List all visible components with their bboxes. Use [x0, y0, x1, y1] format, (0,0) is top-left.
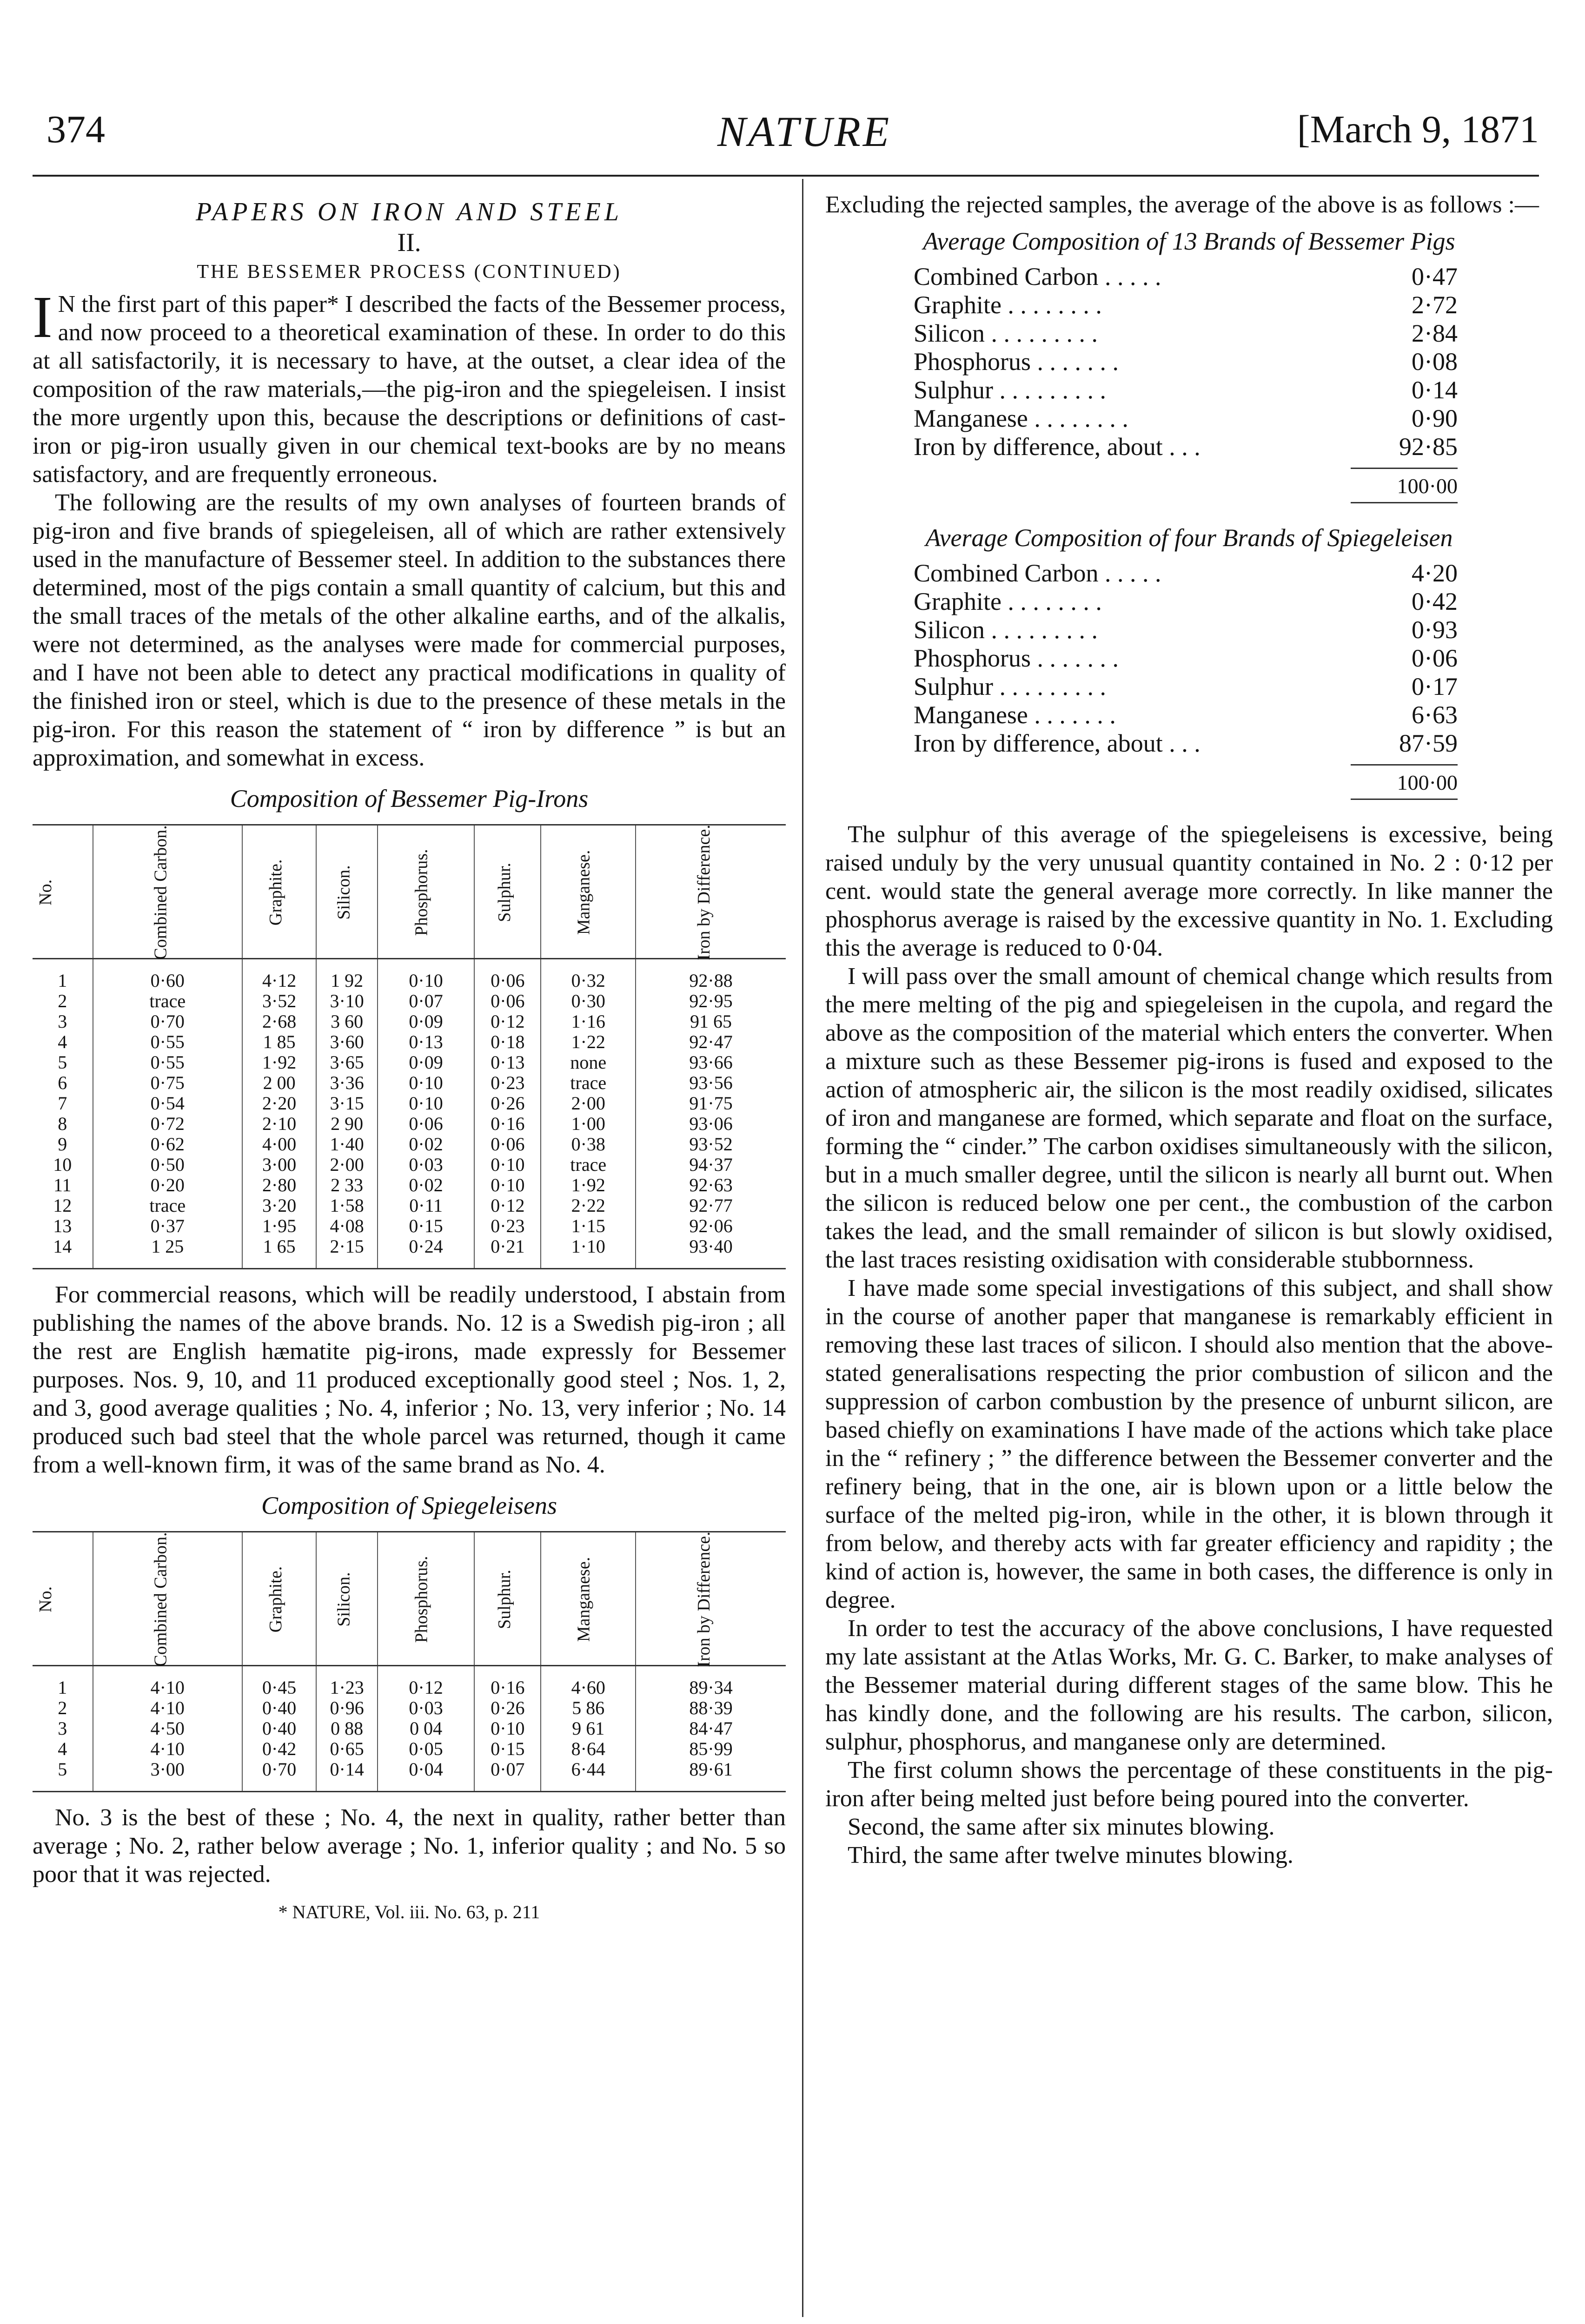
- table-cell: 0·13: [378, 1032, 474, 1052]
- avg-spiegel-table: [914, 559, 1458, 800]
- avg-label: Sulphur . . . . . . . . .: [914, 376, 1107, 404]
- avg-row: [914, 616, 1458, 644]
- table-cell: 0·12: [378, 1666, 474, 1698]
- table-cell: 4·00: [242, 1134, 316, 1155]
- table-cell: 0·32: [541, 959, 636, 991]
- table-cell: 5 86: [541, 1698, 636, 1718]
- table-cell: 1: [58, 970, 67, 991]
- table-cell: 0·21: [474, 1236, 541, 1269]
- avg-row: [914, 376, 1458, 404]
- avg-label: Phosphorus . . . . . . .: [914, 348, 1119, 376]
- table-cell: 0·55: [93, 1032, 242, 1052]
- column-header: Phosphorus.: [378, 1532, 474, 1666]
- table-cell: 93·52: [636, 1134, 786, 1155]
- column-header: Silicon.: [316, 825, 378, 959]
- table-cell: 1·40: [316, 1134, 378, 1155]
- table-cell: 2 90: [316, 1114, 378, 1134]
- table-cell: 3·60: [316, 1032, 378, 1052]
- avg-label: Combined Carbon . . . . .: [914, 263, 1161, 290]
- table-cell: 0·16: [474, 1666, 541, 1698]
- table-cell: 1: [58, 1677, 67, 1698]
- table-cell: 93·56: [636, 1073, 786, 1093]
- table-cell: 4·12: [242, 959, 316, 991]
- table-cell: 0·15: [474, 1739, 541, 1759]
- avg-label: Silicon . . . . . . . . .: [914, 616, 1098, 644]
- column-header: Combined Carbon.: [93, 825, 242, 959]
- column-header: Silicon.: [316, 1532, 378, 1666]
- table-cell: 0·09: [378, 1052, 474, 1073]
- avg-row: [914, 559, 1458, 588]
- journal-title: NATURE: [717, 108, 892, 155]
- table-cell: 2·22: [541, 1195, 636, 1216]
- table-cell: 10: [53, 1154, 72, 1175]
- page-number: 374: [46, 108, 105, 151]
- table-cell: 2: [58, 1697, 67, 1718]
- avg-label: Iron by difference, about . . .: [914, 729, 1200, 757]
- table-cell: 8: [58, 1113, 67, 1134]
- table-cell: 11: [53, 1175, 72, 1195]
- avg-value: 0·90: [1412, 404, 1458, 432]
- avg-row: [914, 701, 1458, 729]
- table-cell: 0 04: [378, 1718, 474, 1739]
- table-cell: 3·10: [316, 991, 378, 1011]
- header-rule: [33, 175, 1539, 177]
- table-row: [33, 959, 786, 991]
- avg-label: Sulphur . . . . . . . . .: [914, 673, 1107, 700]
- avg-pigs-caption: Average Composition of 13 Brands of Bessemer Pigs: [923, 227, 1455, 255]
- table-cell: 3: [58, 1011, 67, 1032]
- table-cell: 0·10: [474, 1155, 541, 1175]
- table-cell: 8·64: [541, 1739, 636, 1759]
- table-cell: 0·60: [93, 959, 242, 991]
- table-cell: 1·23: [316, 1666, 378, 1698]
- avg-row: [914, 433, 1458, 461]
- table-cell: 0·75: [93, 1073, 242, 1093]
- avg-label: Iron by difference, about . . .: [914, 433, 1200, 461]
- paragraph: I have made some special investigations of this subject, and shall show in the course of another paper that manganese is remarkably efficient in removing these last traces of silicon. I should also mention that the above-stated generalisations respecting the prior combustion of silicon and the suppression of carbon combustion by the presence of unburnt silicon, are based chiefly on examinations I have made of the actions which take place in the “ refinery ; ” the difference between the Bessemer converter and the refinery being, that in the one, air is blown upon or a little below the surface of the melted pig-iron, while in the other, it is blown through it from below, and thereby acts with far greater efficiency and rapidity ; the kind of action is, however, the same in both cases, the difference is only in degree.: [825, 1275, 1553, 1613]
- table-cell: trace: [93, 1195, 242, 1216]
- spiegeleisen-table-caption: Composition of Spiegeleisens: [261, 1492, 557, 1519]
- table-cell: 3·20: [242, 1195, 316, 1216]
- table-cell: 4·10: [93, 1666, 242, 1698]
- column-header: Graphite.: [242, 825, 316, 959]
- table-cell: 3·00: [93, 1759, 242, 1792]
- paragraph: I will pass over the small amount of chemical change which results from the mere melting of the pig and spiegeleisen in the cupola, and regard the above as the composition of the material which enters the converter. When a mixture such as these Bessemer pig-irons is fused and exposed to the action of atmospheric air, the silicon is the most readily oxidised, silicates of iron and manganese are formed, which separate and float on the surface, forming the “ cinder.” The carbon oxidises simultaneously with the silicon, but in a much smaller degree, until the silicon is nearly all burnt out. When the silicon is reduced below one per cent., the combustion of the carbon takes the lead, and the small remainder of silicon is but slowly oxidised, the last traces resisting oxidisation with considerable stubbornness.: [825, 963, 1553, 1273]
- avg-value: 87·59: [1399, 729, 1458, 757]
- table-cell: 0·06: [474, 1134, 541, 1155]
- avg-total: 100·00: [1397, 771, 1458, 794]
- table-cell: 0·02: [378, 1175, 474, 1195]
- table-row: [33, 1759, 786, 1792]
- pig-iron-table: [33, 824, 786, 1269]
- table-cell: 0·23: [474, 1216, 541, 1236]
- table-cell: 89·61: [636, 1759, 786, 1792]
- table-cell: 0·30: [541, 991, 636, 1011]
- avg-label: Graphite . . . . . . . .: [914, 588, 1102, 615]
- table-cell: 2·68: [242, 1011, 316, 1032]
- table-cell: 4: [58, 1738, 67, 1759]
- table-cell: 6·44: [541, 1759, 636, 1792]
- article-title: PAPERS ON IRON AND STEEL: [196, 198, 623, 226]
- table-cell: 3·52: [242, 991, 316, 1011]
- table-cell: 0·65: [316, 1739, 378, 1759]
- table-cell: 0·54: [93, 1093, 242, 1114]
- table-cell: 0·10: [378, 959, 474, 991]
- paragraph: In order to test the accuracy of the above conclusions, I have requested my late assistant at the Atlas Works, Mr. G. C. Barker, to make analyses of the Bessemer material during different stages of the same blow. This he has kindly done, and the following are his results. The carbon, silicon, sulphur, phosphorus, and manganese only are determined.: [825, 1615, 1553, 1755]
- table-row: [33, 1666, 786, 1698]
- table-cell: 0·26: [474, 1698, 541, 1718]
- table-cell: 91·75: [636, 1093, 786, 1114]
- paragraph: Excluding the rejected samples, the average of the above is as follows :—: [825, 191, 1539, 218]
- table-cell: 2·00: [316, 1155, 378, 1175]
- avg-label: Phosphorus . . . . . . .: [914, 644, 1119, 672]
- paragraph: Third, the same after twelve minutes blowing.: [848, 1842, 1293, 1868]
- table-cell: 92·88: [636, 959, 786, 991]
- paragraph: For commercial reasons, which will be readily understood, I abstain from publishing the names of the above brands. No. 12 is a Swedish pig-iron ; all the rest are English hæmatite pig-irons, made expressly for Bessemer purposes. Nos. 9, 10, and 11 produced exceptionally good steel ; Nos. 1, 2, and 3, good average qualities ; No. 4, inferior ; No. 13, very inferior ; No. 14 produced such bad steel that the whole parcel was returned, though it came from a well-known firm, it was of the same brand as No. 4.: [33, 1281, 786, 1478]
- article-part: II.: [397, 228, 421, 257]
- table-cell: 0·09: [378, 1011, 474, 1032]
- table-cell: 1·22: [541, 1032, 636, 1052]
- table-cell: 0·70: [242, 1759, 316, 1792]
- table-cell: 0·11: [378, 1195, 474, 1216]
- table-cell: 9 61: [541, 1718, 636, 1739]
- spiegeleisen-table: [33, 1531, 786, 1792]
- table-cell: 1 65: [242, 1236, 316, 1269]
- table-cell: 2·15: [316, 1236, 378, 1269]
- table-cell: 89·34: [636, 1666, 786, 1698]
- table-cell: 1·92: [242, 1052, 316, 1073]
- avg-label: Manganese . . . . . . .: [914, 701, 1116, 729]
- footnote: * NATURE, Vol. iii. No. 63, p. 211: [278, 1901, 540, 1922]
- table-cell: 1 92: [316, 959, 378, 991]
- avg-label: Graphite . . . . . . . .: [914, 291, 1102, 319]
- table-cell: 5: [58, 1052, 67, 1073]
- table-cell: 3·65: [316, 1052, 378, 1073]
- table-cell: 3: [58, 1718, 67, 1739]
- table-cell: 0·05: [378, 1739, 474, 1759]
- table-cell: 1·58: [316, 1195, 378, 1216]
- table-cell: 2·10: [242, 1114, 316, 1134]
- table-cell: 0·10: [378, 1073, 474, 1093]
- table-cell: 0·38: [541, 1134, 636, 1155]
- table-row: [33, 1032, 786, 1052]
- table-cell: 84·47: [636, 1718, 786, 1739]
- table-cell: 0 88: [316, 1718, 378, 1739]
- table-cell: 1·15: [541, 1216, 636, 1236]
- table-row: [33, 1236, 786, 1269]
- table-cell: 0·62: [93, 1134, 242, 1155]
- column-divider: [802, 179, 803, 2317]
- table-row: [33, 1739, 786, 1759]
- table-cell: 0·07: [378, 991, 474, 1011]
- table-cell: 92·06: [636, 1216, 786, 1236]
- table-cell: 0·13: [474, 1052, 541, 1073]
- avg-value: 2·84: [1412, 319, 1458, 347]
- column-header: No.: [33, 825, 93, 959]
- avg-row: [914, 729, 1458, 758]
- table-row: [33, 1216, 786, 1236]
- column-header: Combined Carbon.: [93, 1532, 242, 1666]
- table-cell: 13: [53, 1215, 72, 1236]
- paragraph: The sulphur of this average of the spiegeleisens is excessive, being raised unduly by the very unusual quantity contained in No. 2 : 0·12 per cent. would state the general average more correctly. In like manner the phosphorus average is raised by the excessive quantity in No. 1. Excluding this the average is reduced to 0·04.: [825, 821, 1553, 961]
- avg-label: Combined Carbon . . . . .: [914, 559, 1161, 587]
- table-row: [33, 1093, 786, 1114]
- table-cell: 92·95: [636, 991, 786, 1011]
- avg-row: [914, 263, 1458, 291]
- table-cell: trace: [93, 991, 242, 1011]
- table-cell: 0·10: [474, 1718, 541, 1739]
- table-cell: 2·80: [242, 1175, 316, 1195]
- table-row: [33, 991, 786, 1011]
- table-cell: 1 85: [242, 1032, 316, 1052]
- paragraph: The following are the results of my own analyses of fourteen brands of pig-iron and five brands of spiegeleisen, all of which are rather extensively used in the manufacture of Bessemer steel. In addition to the substances there determined, most of the pigs contain a small quantity of calcium, but this and the small traces of the metals of the other alkaline earths, and of the alkalis, were not determined, as the analyses were made for commercial purposes, and I have not been able to detect any practical modifications in quality of the finished iron or steel, which is due to the presence of these metals in the pig-iron. For this reason the statement of “ iron by difference ” is but an approximation, and somewhat in excess.: [33, 489, 786, 771]
- table-cell: 3 60: [316, 1011, 378, 1032]
- article-subtitle: THE BESSEMER PROCESS (CONTINUED): [197, 261, 622, 283]
- avg-spiegel-caption: Average Composition of four Brands of Spiegeleisen: [925, 524, 1453, 552]
- table-cell: 85·99: [636, 1739, 786, 1759]
- table-cell: 3·36: [316, 1073, 378, 1093]
- avg-value: 0·06: [1412, 644, 1458, 672]
- table-cell: 0·37: [93, 1216, 242, 1236]
- column-header: Iron by Difference.: [636, 1532, 786, 1666]
- table-cell: 93·06: [636, 1114, 786, 1134]
- table-cell: 0·26: [474, 1093, 541, 1114]
- table-cell: 12: [53, 1195, 72, 1216]
- table-cell: none: [541, 1052, 636, 1073]
- table-cell: 9: [58, 1134, 67, 1155]
- avg-value: 6·63: [1412, 701, 1458, 729]
- table-cell: 1·95: [242, 1216, 316, 1236]
- table-cell: 1·92: [541, 1175, 636, 1195]
- table-cell: 1·00: [541, 1114, 636, 1134]
- table-row: [33, 1698, 786, 1718]
- table-cell: 2·00: [541, 1093, 636, 1114]
- column-header: Manganese.: [541, 825, 636, 959]
- avg-value: 92·85: [1399, 433, 1458, 461]
- table-cell: 1·16: [541, 1011, 636, 1032]
- table-cell: 92·63: [636, 1175, 786, 1195]
- table-cell: 0·55: [93, 1052, 242, 1073]
- table-cell: 0·72: [93, 1114, 242, 1134]
- table-row: [33, 1718, 786, 1739]
- table-cell: 0·14: [316, 1759, 378, 1792]
- avg-row: [914, 348, 1458, 376]
- avg-total: 100·00: [1397, 474, 1458, 498]
- column-header: Sulphur.: [474, 825, 541, 959]
- avg-value: 0·08: [1412, 348, 1458, 376]
- table-cell: 0·12: [474, 1195, 541, 1216]
- table-row: [33, 1175, 786, 1195]
- table-cell: 0·03: [378, 1698, 474, 1718]
- table-cell: 0·70: [93, 1011, 242, 1032]
- right-column: [825, 191, 1553, 1869]
- table-row: [33, 1011, 786, 1032]
- avg-value: 4·20: [1412, 559, 1458, 587]
- table-cell: 1 25: [93, 1236, 242, 1269]
- table-row: [33, 1195, 786, 1216]
- table-cell: trace: [541, 1155, 636, 1175]
- table-cell: 92·47: [636, 1032, 786, 1052]
- avg-row: [914, 319, 1458, 348]
- table-cell: 3·00: [242, 1155, 316, 1175]
- table-cell: 0·15: [378, 1216, 474, 1236]
- table-cell: 0·18: [474, 1032, 541, 1052]
- table-cell: 2: [58, 990, 67, 1011]
- drop-cap: I: [33, 284, 53, 350]
- total-rule: [1351, 764, 1458, 766]
- avg-row: [914, 644, 1458, 673]
- left-column: [33, 191, 786, 1926]
- table-cell: 94·37: [636, 1155, 786, 1175]
- table-cell: 0·23: [474, 1073, 541, 1093]
- table-cell: 4·08: [316, 1216, 378, 1236]
- table-cell: 4·10: [93, 1739, 242, 1759]
- table-cell: 93·66: [636, 1052, 786, 1073]
- avg-label: Manganese . . . . . . . .: [914, 404, 1128, 432]
- column-header: Sulphur.: [474, 1532, 541, 1666]
- table-cell: 0·10: [378, 1093, 474, 1114]
- table-cell: 0·06: [474, 959, 541, 991]
- avg-value: 2·72: [1412, 291, 1458, 319]
- avg-value: 0·42: [1412, 588, 1458, 615]
- table-cell: 91 65: [636, 1011, 786, 1032]
- table-cell: 0·04: [378, 1759, 474, 1792]
- avg-row: [914, 673, 1458, 701]
- table-cell: 6: [58, 1072, 67, 1093]
- table-cell: 0·20: [93, 1175, 242, 1195]
- total-rule: [1351, 468, 1458, 469]
- table-cell: 0·02: [378, 1134, 474, 1155]
- table-row: [33, 1114, 786, 1134]
- table-cell: 5: [33, 1759, 93, 1792]
- table-cell: 0·06: [378, 1114, 474, 1134]
- total-rule: [1351, 502, 1458, 503]
- avg-value: 0·17: [1412, 673, 1458, 700]
- table-cell: 0·24: [378, 1236, 474, 1269]
- table-cell: 0·06: [474, 991, 541, 1011]
- table-cell: 7: [58, 1093, 67, 1114]
- table-cell: 88·39: [636, 1698, 786, 1718]
- table-cell: 0·96: [316, 1698, 378, 1718]
- table-cell: 0·03: [378, 1155, 474, 1175]
- table-cell: 93·40: [636, 1236, 786, 1269]
- paragraph: The first column shows the percentage of these constituents in the pig-iron after being melted just before being poured into the converter.: [825, 1757, 1553, 1812]
- table-cell: 0·16: [474, 1114, 541, 1134]
- column-header: Manganese.: [541, 1532, 636, 1666]
- table-cell: 0·40: [242, 1698, 316, 1718]
- paragraph: Second, the same after six minutes blowing.: [848, 1814, 1275, 1840]
- table-cell: 0·42: [242, 1739, 316, 1759]
- table-cell: 3·15: [316, 1093, 378, 1114]
- table-cell: 0·40: [242, 1718, 316, 1739]
- table-cell: 4·10: [93, 1698, 242, 1718]
- avg-pigs-table: [914, 263, 1458, 503]
- table-cell: 0·12: [474, 1011, 541, 1032]
- issue-date: [March 9, 1871: [1297, 108, 1539, 151]
- page-header: [33, 107, 1539, 167]
- column-header: No.: [33, 1532, 93, 1666]
- total-rule: [1351, 799, 1458, 800]
- table-cell: 2·20: [242, 1093, 316, 1114]
- pig-iron-table-caption: Composition of Bessemer Pig-Irons: [230, 785, 589, 812]
- table-row: [33, 1155, 786, 1175]
- table-cell: 2 33: [316, 1175, 378, 1195]
- table-cell: 14: [33, 1236, 93, 1269]
- avg-row: [914, 291, 1458, 319]
- column-header: Phosphorus.: [378, 825, 474, 959]
- table-cell: 0·07: [474, 1759, 541, 1792]
- table-cell: 1·10: [541, 1236, 636, 1269]
- avg-value: 0·93: [1412, 616, 1458, 644]
- table-cell: 2 00: [242, 1073, 316, 1093]
- table-row: [33, 1052, 786, 1073]
- table-cell: trace: [541, 1073, 636, 1093]
- table-cell: 92·77: [636, 1195, 786, 1216]
- avg-value: 0·14: [1412, 376, 1458, 404]
- column-header: Graphite.: [242, 1532, 316, 1666]
- table-row: [33, 1073, 786, 1093]
- avg-label: Silicon . . . . . . . . .: [914, 319, 1098, 347]
- table-cell: 4: [58, 1031, 67, 1052]
- avg-row: [914, 588, 1458, 616]
- table-cell: 4·50: [93, 1718, 242, 1739]
- table-row: [33, 1134, 786, 1155]
- avg-row: [914, 404, 1458, 433]
- table-cell: 0·45: [242, 1666, 316, 1698]
- column-header: Iron by Difference.: [636, 825, 786, 959]
- avg-value: 0·47: [1412, 263, 1458, 290]
- table-cell: 0·10: [474, 1175, 541, 1195]
- intro-paragraph: I N the first part of this paper* I described the facts of the Bessemer process, and now proceed to a theoretical examination of these. In order to do this at all satisfactorily, it is necessary to have, at the outset, a clear idea of the composition of the raw materials,—the pig-iron and the spiegeleisen. I insist the more urgently upon this, because the descriptions or definitions of cast-iron or pig-iron usually given in our chemical text-books are by no means satisfactory, and are frequently erroneous.: [33, 284, 786, 488]
- paragraph: No. 3 is the best of these ; No. 4, the next in quality, rather better than average ; No. 2, rather below average ; No. 1, inferior quality ; and No. 5 so poor that it was rejected.: [33, 1804, 786, 1888]
- table-cell: 4·60: [541, 1666, 636, 1698]
- table-cell: 0·50: [93, 1155, 242, 1175]
